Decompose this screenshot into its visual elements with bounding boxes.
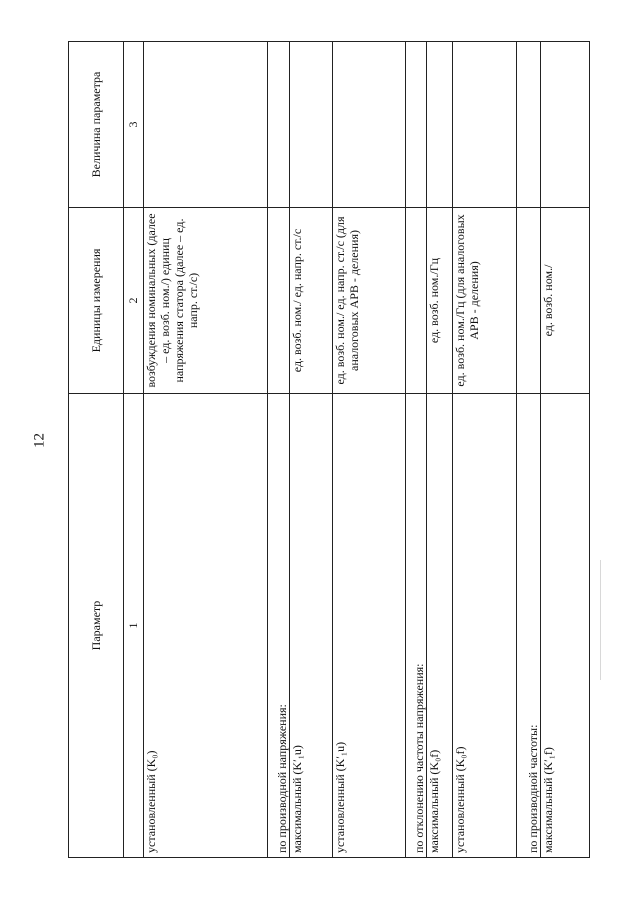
- row-parameter-name: установленный (K₀f): [452, 394, 516, 858]
- section-title: по производной частоты:: [517, 394, 541, 858]
- column-number-1: 1: [123, 394, 143, 858]
- row-unit: ед. возб. ном./ ед. напр. ст./с (для аналоговых АРВ - деления): [332, 208, 405, 394]
- row-parameter-name: максимальный (K′₁f): [540, 394, 589, 858]
- row-value: [144, 42, 268, 208]
- row-value: [289, 42, 332, 208]
- section-row: [517, 42, 541, 858]
- row-unit: ед. возб. ном./ ед. напр. ст./с: [289, 208, 332, 394]
- row-value: [452, 42, 516, 208]
- row-value: [332, 42, 405, 208]
- section-title: по производной напряжения:: [268, 394, 289, 858]
- table-row: [452, 42, 516, 858]
- column-number-row: [123, 42, 143, 858]
- column-number-2: 2: [123, 208, 143, 394]
- row-unit: ед. возб. ном./Гц: [427, 208, 453, 394]
- table-row: [144, 42, 268, 858]
- section-blank-cell: [405, 42, 426, 208]
- row-unit: возбуждения номинальных (далее – ед. возб. ном./) единиц напряжения статора (далее – ед. напр. ст./с): [144, 208, 268, 394]
- row-parameter-name: максимальный (K′₁u): [289, 394, 332, 858]
- page-number: 12: [31, 433, 48, 448]
- row-value: [427, 42, 453, 208]
- section-row: [268, 42, 289, 858]
- section-blank-cell: [268, 208, 289, 394]
- rotated-table-sheet: [68, 42, 590, 858]
- row-parameter-name: установленный (K₀): [144, 394, 268, 858]
- section-blank-cell: [517, 42, 541, 208]
- header-value: Величина параметра: [69, 42, 124, 208]
- section-blank-cell: [517, 208, 541, 394]
- row-parameter-name: установленный (K′₁u): [332, 394, 405, 858]
- table-row: [540, 42, 589, 858]
- table-header-row: [69, 42, 124, 858]
- section-blank-cell: [268, 42, 289, 208]
- section-title: по отклонению частоты напряжения:: [405, 394, 426, 858]
- table-row: [427, 42, 453, 858]
- row-value: [540, 42, 589, 208]
- column-number-3: 3: [123, 42, 143, 208]
- row-parameter-name: максимальный (K₀f): [427, 394, 453, 858]
- table-row: [289, 42, 332, 858]
- parameters-table: [68, 41, 590, 858]
- header-parameter: Параметр: [69, 394, 124, 858]
- scan-artifact-line: [600, 560, 601, 680]
- row-unit: ед. возб. ном./: [540, 208, 589, 394]
- section-row: [405, 42, 426, 858]
- header-units: Единицы измерения: [69, 208, 124, 394]
- table-row: [332, 42, 405, 858]
- section-blank-cell: [405, 208, 426, 394]
- row-unit: ед. возб. ном./Гц (для аналоговых АРВ - деления): [452, 208, 516, 394]
